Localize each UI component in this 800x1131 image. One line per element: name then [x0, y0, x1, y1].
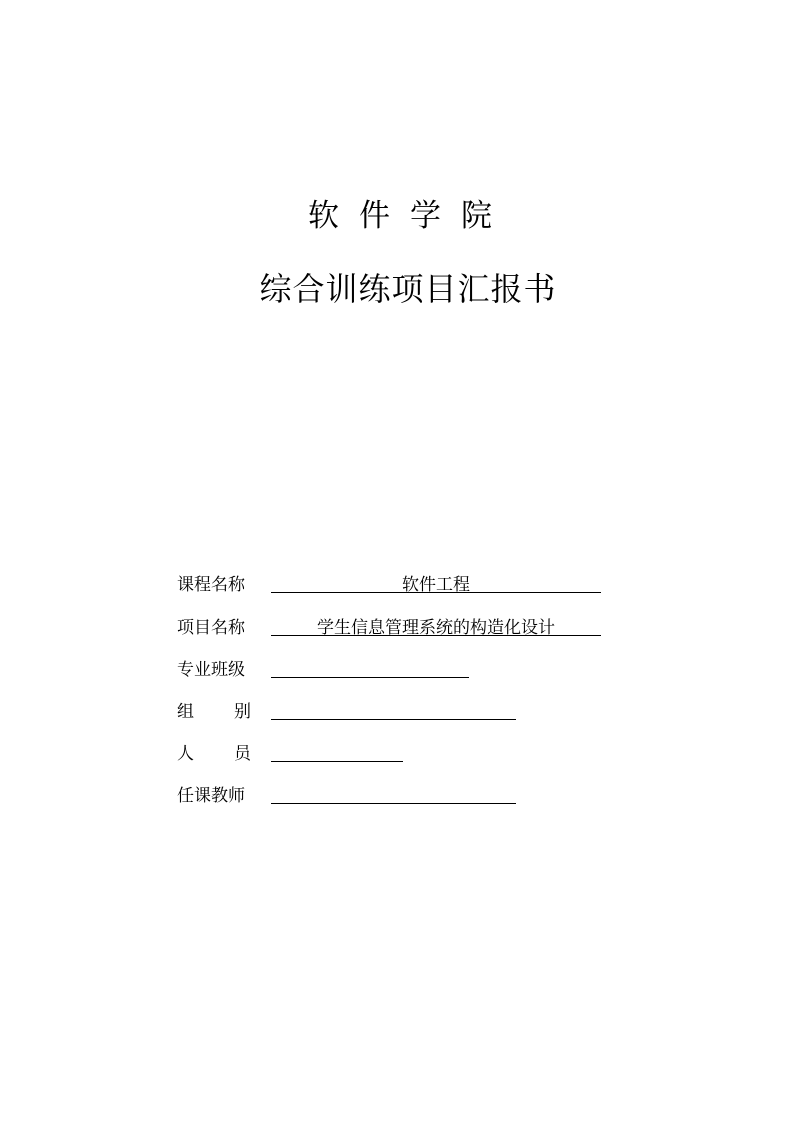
members-underline — [271, 761, 403, 762]
members-label — [177, 740, 251, 768]
members-label-part2: 员 — [234, 744, 251, 764]
report-title: 综合训练项目汇报书 — [259, 270, 557, 308]
group-row — [177, 698, 607, 728]
instructor-label: 任课教师 — [177, 786, 245, 806]
major-class-underline — [271, 677, 469, 678]
major-class-row — [177, 656, 607, 686]
project-name-label: 项目名称 — [177, 618, 245, 638]
course-name-value: 软件工程 — [402, 575, 470, 595]
instructor-underline — [271, 803, 516, 804]
instructor-row — [177, 782, 607, 812]
institution-title: 软件学院 — [308, 198, 512, 234]
members-label-part1: 人 — [177, 744, 194, 764]
members-row — [177, 740, 607, 770]
project-name-row — [177, 614, 607, 644]
course-name-row — [177, 571, 607, 601]
project-name-value: 学生信息管理系统的构造化设计 — [317, 618, 555, 638]
course-name-label: 课程名称 — [177, 575, 245, 595]
group-label-part2: 别 — [234, 702, 251, 722]
major-class-label: 专业班级 — [177, 660, 245, 680]
group-label — [177, 698, 251, 726]
group-label-part1: 组 — [177, 702, 194, 722]
group-underline — [271, 719, 516, 720]
